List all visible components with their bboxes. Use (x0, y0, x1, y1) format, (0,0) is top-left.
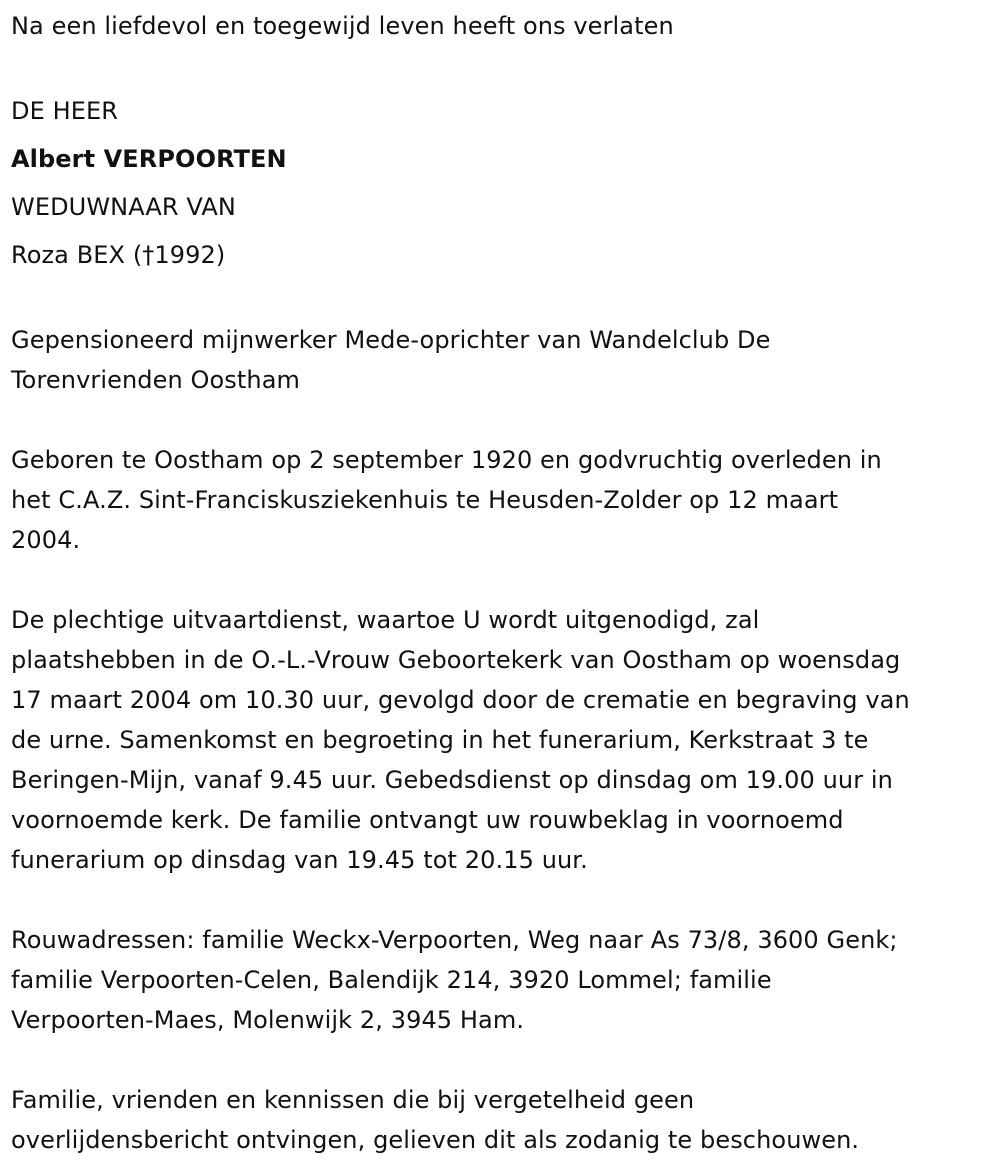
deceased-name: Albert VERPOORTEN (11, 145, 287, 173)
service-line: de urne. Samenkomst en begroeting in het funerarium, Kerkstraat 3 te (11, 726, 869, 754)
closing-line: Familie, vrienden en kennissen die bij vergetelheid geen (11, 1086, 695, 1114)
address-line: familie Verpoorten-Celen, Balendijk 214, 3920 Lommel; familie (11, 966, 772, 994)
spouse-line (11, 231, 990, 279)
spouse-name: Roza BEX ( (11, 241, 143, 269)
birth-death-line: het C.A.Z. Sint-Franciskusziekenhuis te Heusden-Zolder op 12 maart (11, 486, 839, 514)
service-line: plaatshebben in de O.-L.-Vrouw Geboortekerk van Oostham op woensdag (11, 646, 901, 674)
cross-icon: † (142, 241, 155, 269)
birth-death-paragraph (11, 440, 990, 560)
addresses-paragraph (11, 920, 990, 1040)
occupation-line: Gepensioneerd mijnwerker Mede-oprichter van Wandelclub De (11, 326, 771, 354)
closing-line: overlijdensbericht ontvingen, gelieven dit als zodanig te beschouwen. (11, 1126, 860, 1154)
service-paragraph (11, 600, 990, 880)
closing-paragraph (11, 1080, 990, 1160)
address-line: Rouwadressen: familie Weckx-Verpoorten, Weg naar As 73/8, 3600 Genk; (11, 926, 898, 954)
occupation-paragraph (11, 320, 990, 400)
occupation-line: Torenvrienden Oostham (11, 366, 301, 394)
service-line: 17 maart 2004 om 10.30 uur, gevolgd door de crematie en begraving van (11, 686, 910, 714)
spouse-year: 1992) (154, 241, 226, 269)
service-line: De plechtige uitvaartdienst, waartoe U wordt uitgenodigd, zal (11, 606, 760, 634)
title-text: DE HEER (11, 97, 119, 125)
birth-death-line: Geboren te Oostham op 2 september 1920 en godvruchtig overleden in (11, 446, 882, 474)
address-line: Verpoorten-Maes, Molenwijk 2, 3945 Ham. (11, 1006, 525, 1034)
service-line: Beringen-Mijn, vanaf 9.45 uur. Gebedsdienst op dinsdag om 19.00 uur in (11, 766, 893, 794)
relation-text: WEDUWNAAR VAN (11, 193, 236, 221)
service-line: funerarium op dinsdag van 19.45 tot 20.15 uur. (11, 846, 588, 874)
service-line: voornoemde kerk. De familie ontvangt uw rouwbeklag in voornoemd (11, 806, 844, 834)
intro-text: Na een liefdevol en toegewijd leven heeft ons verlaten (11, 12, 674, 40)
birth-death-line: 2004. (11, 526, 81, 554)
